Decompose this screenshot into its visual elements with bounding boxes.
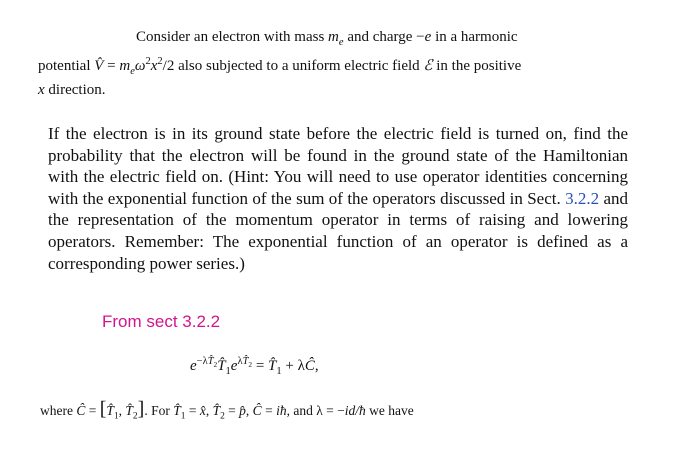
intro-line-2: potential V̂ = $m_e\omega^2x^2/2$ also subjected to a uniform electric field ℰ in the positive: [38, 56, 522, 77]
intro-line-3: x direction.: [38, 82, 106, 98]
identity-equation: $e^{-\lambda T̂_2}T̂_1e^{\lambda T̂_2}$ = $T̂_1$ + λĈ,: [190, 356, 319, 377]
question-text-before: If the electron is in its ground state before the electric field is turned on, find the probability that the electron will be found in the ground state of the Hamiltonian with the electric field on. (Hint: You will need to use operator identities concerning with the exponential function of the sum of the operators discussed in Sect.: [48, 124, 628, 208]
note-heading: From sect 3.2.2: [102, 312, 221, 331]
where-line: where Ĉ = [$T̂_1$, $T̂_2$]. For $T̂_1$ = x̂, $T̂_2$ = p̂, Ĉ = iħ, and λ = −id/ħ we have: [40, 398, 414, 422]
question-text-after: and the representation of the momentum operator in terms of raising and lowering operators. Remember: The exponential function of an operator is defined as a corresponding power series.): [48, 188, 628, 273]
section-link[interactable]: 3.2.2: [565, 188, 600, 208]
problem-intro: [38, 28, 598, 100]
question-paragraph: [48, 123, 628, 274]
intro-line-1: Consider an electron with mass $m_e$ and charge −e in a harmonic: [136, 29, 518, 48]
